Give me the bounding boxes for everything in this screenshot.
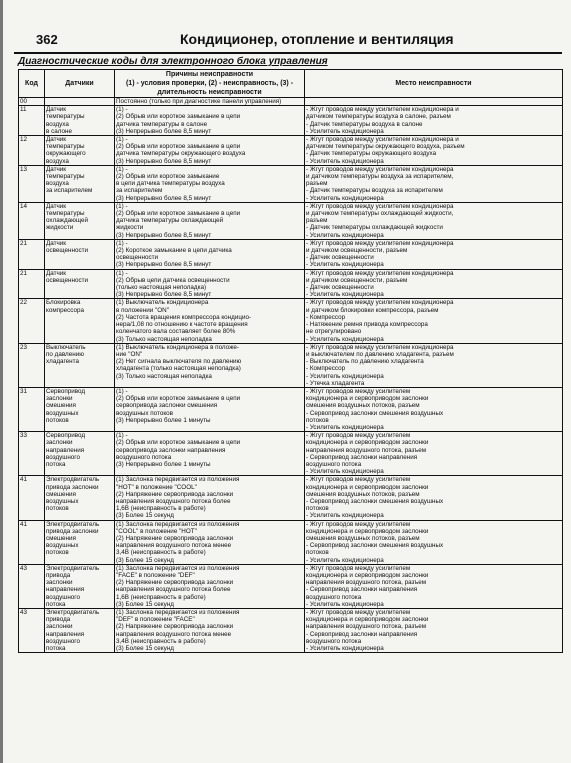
cell-code: 00: [19, 98, 45, 106]
cell-location: - Жгут проводов между усилителем кондиционера и сервоприводом заслонки смешения воздушных потоков, разъем - Сервопривод заслонки смешения воздушных потоков - Усилитель кондиционера: [305, 387, 563, 431]
cell-location: - Жгут проводов между усилителем кондиционера и датчиком блокировки компрессора, разъем - Компрессор - Натяжение ремня привода компрессора не отрегулировано - Усилитель кондиционера: [305, 299, 563, 343]
cell-cause: (1) Выключатель кондиционера в положе- ние "ON" (2) Нет сигнала выключателя по давлению хладагента (только настоящая неполадка) (3) Только настоящая неполадка: [115, 343, 305, 387]
header-sensors: Датчики: [45, 70, 115, 98]
cell-cause: (1) - (2) Обрыв или короткое замыкание в цепи датчика температуры окружающего воздуха (3) Непрерывно более 8,5 минут: [115, 136, 305, 166]
page-header: [14, 30, 562, 54]
cell-location: - Жгут проводов между усилителем кондиционера и выключателем по давлению хладагента, разъем - Выключатель по давлению хладагента - Компрессор - Усилитель кондиционера - Утечка хладагента: [305, 343, 563, 387]
table-row: [19, 476, 563, 520]
cell-code: 31: [19, 387, 45, 431]
cell-sensor: Электродвигатель привода заслонки смешения воздушных потоков: [45, 476, 115, 520]
cell-code: 22: [19, 299, 45, 343]
cell-code: 14: [19, 202, 45, 239]
cell-cause: (1) Заслонка передвигается из положения "DEF" в положение "FACE" (2) Напряжение сервопривода заслонки направления воздушного потока менее 3,4В (неисправность в работе) (3) Более 15 секунд: [115, 609, 305, 653]
cell-code: 12: [19, 136, 45, 166]
page-title: Кондиционер, отопление и вентиляция: [180, 31, 454, 47]
cell-cause: (1) - (2) Обрыв или короткое замыкание в цепи датчика температуры воздуха за испарителем (3) Непрерывно более 8,5 минут: [115, 165, 305, 202]
cell-cause: (1) Заслонка передвигается из положения "HOT" в положение "COOL" (2) Напряжение сервопривода заслонки направления воздушного потока более 1,6В (неисправность в работе) (3) Более 15 секунд: [115, 476, 305, 520]
cell-sensor: Выключатель по давлению хладагента: [45, 343, 115, 387]
cell-location: - Жгут проводов между усилителем кондиционера и датчиком освещенности, разъем - Датчик освещенности - Усилитель кондиционера: [305, 239, 563, 269]
header-location: Место неисправности: [305, 70, 563, 98]
cell-sensor: Датчик температуры воздуха в салоне: [45, 106, 115, 136]
cell-sensor: [45, 98, 115, 106]
cell-location: - Жгут проводов между усилителем кондиционера и сервоприводом заслонки направления воздушного потока, разъем - Сервопривод заслонки направления воздушного потока - Усилитель кондиционера: [305, 432, 563, 476]
section-title: Диагностические коды для электронного блока управления: [18, 56, 328, 67]
cell-sensor: Датчик освещенности: [45, 239, 115, 269]
page-number: 362: [36, 32, 58, 47]
cell-sensor: Датчик освещенности: [45, 269, 115, 299]
cell-location: - Жгут проводов между усилителем кондиционера и сервоприводом заслонки направления воздушного потока, разъем - Сервопривод заслонки направления воздушного потока - Усилитель кондиционера: [305, 609, 563, 653]
table-row: [19, 520, 563, 564]
cell-cause: (1) Выключатель кондиционера в положении "ON" (2) Частота вращения компрессора кондицио- нера/1,08 по отношению к частоте вращения коленчатого вала составляет более 80% (3) Только настоящая неполадка: [115, 299, 305, 343]
table-row: [19, 98, 563, 106]
table-row: [19, 165, 563, 202]
cell-location: - Жгут проводов между усилителем кондиционера и датчиком температуры охлаждающей жидкости, разъем - Датчик температуры охлаждающей жидкости - Усилитель кондиционера: [305, 202, 563, 239]
cell-location: - Жгут проводов между усилителем кондиционера и датчиком температуры воздуха за испарителем, разъем - Датчик температуры воздуха за испарителем - Усилитель кондиционера: [305, 165, 563, 202]
cell-location: - Жгут проводов между усилителем кондиционера и датчиком температуры окружающего воздуха, разъем - Датчик температуры окружающего воздуха - Усилитель кондиционера: [305, 136, 563, 166]
cell-cause: (1) - (2) Короткое замыкание в цепи датчика освещенности (3) Непрерывно более 8,5 минут: [115, 239, 305, 269]
header-causes: Причины неисправности (1) - условия проверки, (2) - неисправность, (3) - длительность неисправности: [115, 70, 305, 98]
cell-sensor: Датчик температуры воздуха за испарителем: [45, 165, 115, 202]
table-row: [19, 609, 563, 653]
table-row: [19, 136, 563, 166]
cell-code: 23: [19, 343, 45, 387]
cell-code: 41: [19, 476, 45, 520]
cell-code: 43: [19, 564, 45, 608]
cell-sensor: Сервопривод заслонки направления воздушного потока: [45, 432, 115, 476]
cell-code: 13: [19, 165, 45, 202]
table-row: [19, 564, 563, 608]
cell-sensor: Блокировка компрессора: [45, 299, 115, 343]
cell-cause: Постоянно (только при диагностике панели управления): [115, 98, 305, 106]
table-row: [19, 432, 563, 476]
cell-sensor: Электродвигатель привода заслонки направления воздушного потока: [45, 564, 115, 608]
table-row: [19, 299, 563, 343]
cell-sensor: Сервопривод заслонки смешения воздушных потоков: [45, 387, 115, 431]
cell-sensor: Электродвигатель привода заслонки направления воздушного потока: [45, 609, 115, 653]
table-row: [19, 343, 563, 387]
cell-location: [305, 98, 563, 106]
scan-edge-shadow: [0, 0, 3, 763]
cell-location: - Жгут проводов между усилителем кондиционера и датчиком освещенности, разъем - Датчик освещенности - Усилитель кондиционера: [305, 269, 563, 299]
cell-cause: (1) Заслонка передвигается из положения "COOL" в положение "HOT" (2) Напряжение сервопривода заслонки направления воздушного потока менее 3,4В (неисправность в работе) (3) Более 15 секунд: [115, 520, 305, 564]
table-row: [19, 387, 563, 431]
cell-location: - Жгут проводов между усилителем кондиционера и сервоприводом заслонки смешения воздушных потоков, разъем - Сервопривод заслонки смешения воздушных потоков - Усилитель кондиционера: [305, 476, 563, 520]
table-row: [19, 202, 563, 239]
cell-sensor: Датчик температуры охлаждающей жидкости: [45, 202, 115, 239]
table-row: [19, 269, 563, 299]
cell-code: 11: [19, 106, 45, 136]
cell-cause: (1) - (2) Обрыв или короткое замыкание в цепи сервопривода заслонки смешения воздушных потоков (3) Непрерывно более 1 минуты: [115, 387, 305, 431]
table-header-row: [19, 70, 563, 98]
cell-location: - Жгут проводов между усилителем кондиционера и датчиком температуры воздуха в салоне, разъем - Датчик температуры воздуха в салоне - Усилитель кондиционера: [305, 106, 563, 136]
cell-code: 21: [19, 269, 45, 299]
cell-cause: (1) - (2) Обрыв цепи датчика освещенности (только настоящая неполадка) (3) Непрерывно более 8,5 минут: [115, 269, 305, 299]
cell-cause: (1) Заслонка передвигается из положения "FACE" в положение "DEF" (2) Напряжение сервопривода заслонки направления воздушного потока более 1,6В (неисправность в работе) (3) Более 15 секунд: [115, 564, 305, 608]
header-code: Код: [19, 70, 45, 98]
cell-code: 43: [19, 609, 45, 653]
cell-sensor: Электродвигатель привода заслонки смешения воздушных потоков: [45, 520, 115, 564]
cell-location: - Жгут проводов между усилителем кондиционера и сервоприводом заслонки смешения воздушных потоков, разъем - Сервопривод заслонки смешения воздушных потоков - Усилитель кондиционера: [305, 520, 563, 564]
cell-code: 33: [19, 432, 45, 476]
cell-cause: (1) - (2) Обрыв или короткое замыкание в цепи датчика температуры в салоне (3) Непрерывно более 8,5 минут: [115, 106, 305, 136]
table-row: [19, 239, 563, 269]
cell-cause: (1) - (2) Обрыв или короткое замыкание в цепи сервопривода заслонки направления воздушного потока (3) Непрерывно более 1 минуты: [115, 432, 305, 476]
cell-location: - Жгут проводов между усилителем кондиционера и сервоприводом заслонки направления воздушного потока, разъем - Сервопривод заслонки направления воздушного потока - Усилитель кондиционера: [305, 564, 563, 608]
cell-sensor: Датчик температуры окружающего воздуха: [45, 136, 115, 166]
diagnostic-codes-table: [18, 69, 563, 653]
table-row: [19, 106, 563, 136]
cell-code: 21: [19, 239, 45, 269]
cell-code: 41: [19, 520, 45, 564]
cell-cause: (1) - (2) Обрыв или короткое замыкание в цепи датчика температуры охлаждающей жидкости (3) Непрерывно более 8,5 минут: [115, 202, 305, 239]
